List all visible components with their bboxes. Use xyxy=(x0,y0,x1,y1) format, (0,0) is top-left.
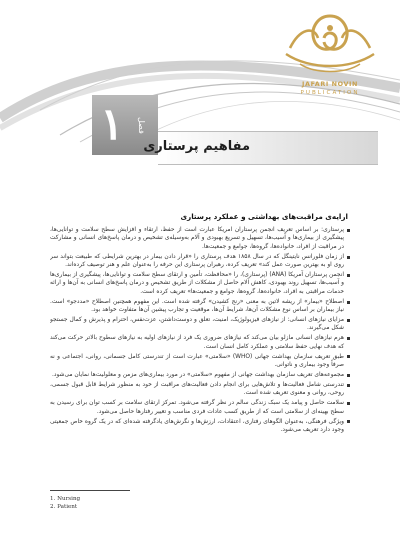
footnote-item: 2. Patient xyxy=(50,504,78,510)
bullet-paragraph: طبق تعریف سازمان بهداشت جهانی (WHO) «سلامتی» عبارت است از تندرستی کامل جسمانی، روانی، اجتماعی و نه صرفاً وجود بیماری و ناتوانی. xyxy=(50,353,350,370)
bullet-paragraph: هرم نیازهای انسانی مازلو بیان می‌کند که نیازهای ضروری یک فرد از نیازهای اولیه به نیازهای سطوح بالاتر حرکت می‌کند که هدف نهایی حفظ سلامتی و عملکرد کامل انسان است. xyxy=(50,334,350,351)
bullet-paragraph: پرستاری: بر اساس تعریف انجمن پرستاران آمریکا عبارت است از حفظ، ارتقاء و افزایش سطح سلامت و توانایی‌ها، پیشگیری از بیماری‌ها و آسیب‌ها، تسهیل و تسریع بهبودی و آلام به‌وسیله‌ی تشخیص و درمان پاسخ‌های انسانی و مشارکت در مراقبت از افراد، خانواده‌ها، گروه‌ها، جوامع و جمعیت‌ها. xyxy=(50,226,350,251)
bullet-paragraph: سلامت حاصل و پیامد یک سبک زندگی سالم در نظر گرفته می‌شود. تمرکز ارتقای سلامت بر کسب توان برای رسیدن به سطح بهینه‌ای از سلامتی است که از طریق کسب عادات فردی مناسب و تغییر رفتارها حاصل می‌شود. xyxy=(50,399,350,416)
bullet-paragraph: از زمان فلورانس نایتینگل که در سال ۱۸۵۸ هدف پرستاری را «قرار دادن بیمار در بهترین شرایطی که طبیعت بتواند سر روی او به بهترین صورت عمل کند» تعریف کرده، رهبران پرستاری این حرفه را به‌عنوان علم و هنر توصیف کرده‌اند. xyxy=(50,253,350,270)
bullet-paragraph: ویژگی فرهنگی، به‌عنوان الگوهای رفتاری، اعتقادات، ارزش‌ها و نگرش‌های یادگرفته شده‌ای که در یک گروه خاص جمعیتی وجود دارد تعریف می‌شود. xyxy=(50,418,350,435)
bullet-paragraph: مزایای نیازهای انسانی: از نیازهای فیزیولوژیک، امنیت، تعلق و دوست‌داشتن، عزت‌نفس، احترام و پذیرش و کمال جستجو شکل می‌گیرند. xyxy=(50,316,350,333)
footnotes xyxy=(50,495,170,511)
bullet-paragraph: اصطلاح «بیمار» از ریشه لاتین به معنی «رنج کشیدن» گرفته شده است. این مفهوم همچنین اصطلاح «مددجو» است. نیاز بیماران بر اساس نوع مشکلات آن‌ها، شرایط آن‌ها، موقعیت و تجارب پیشین آن‌ها متفاوت خواهد بود. xyxy=(50,298,350,315)
chapter-label: فصل xyxy=(137,116,146,134)
ornamental-monogram-logo xyxy=(270,8,390,80)
bullet-paragraph: انجمن پرستاران آمریکا (ANA) (پرستاری)، را «محافظت، تأمین و ارتقای سطح سلامت و توانایی‌ها، پیشگیری از بیماری‌ها و آسیب‌ها، تسهیل روند بهبودی، کاهش آلام حاصل از مشکلات از طریق تشخیص و درمان پاسخ‌های انسانی به آن‌ها و ارائه خدمات مراقبتی به افراد، خانواده‌ها، گروه‌ها، جوامع و جمعیت‌ها» تعریف کرده است. xyxy=(50,271,350,296)
section-heading: ارایه‌ی مراقبت‌های بهداشتی و عملکرد پرستاری xyxy=(180,212,348,221)
footnote-item: 1. Nursing xyxy=(50,496,81,502)
publisher-logo xyxy=(270,8,390,108)
bullet-paragraph: تندرستی شامل فعالیت‌ها و تلاش‌هایی برای انجام دادن فعالیت‌های مراقبت از خود به منظور شرایط قابل قبول جسمی، روحی، روانی و معنوی تعریف شده است. xyxy=(50,381,350,398)
publisher-subtitle: PUBLICATION xyxy=(300,90,360,96)
chapter-number: ۱ xyxy=(100,99,124,150)
body-text xyxy=(50,226,350,474)
bullet-paragraph: مجموعه‌های تعریف سازمان بهداشت جهانی از مفهوم «سلامتی» در مورد بیماری‌های مزمن و معلولیت‌ها نمایان می‌شود. xyxy=(50,371,350,379)
chapter-title: مفاهیم پرستاری xyxy=(143,139,250,154)
publisher-name: JAFARI NOVIN xyxy=(302,80,358,88)
footnote-divider xyxy=(50,490,130,491)
